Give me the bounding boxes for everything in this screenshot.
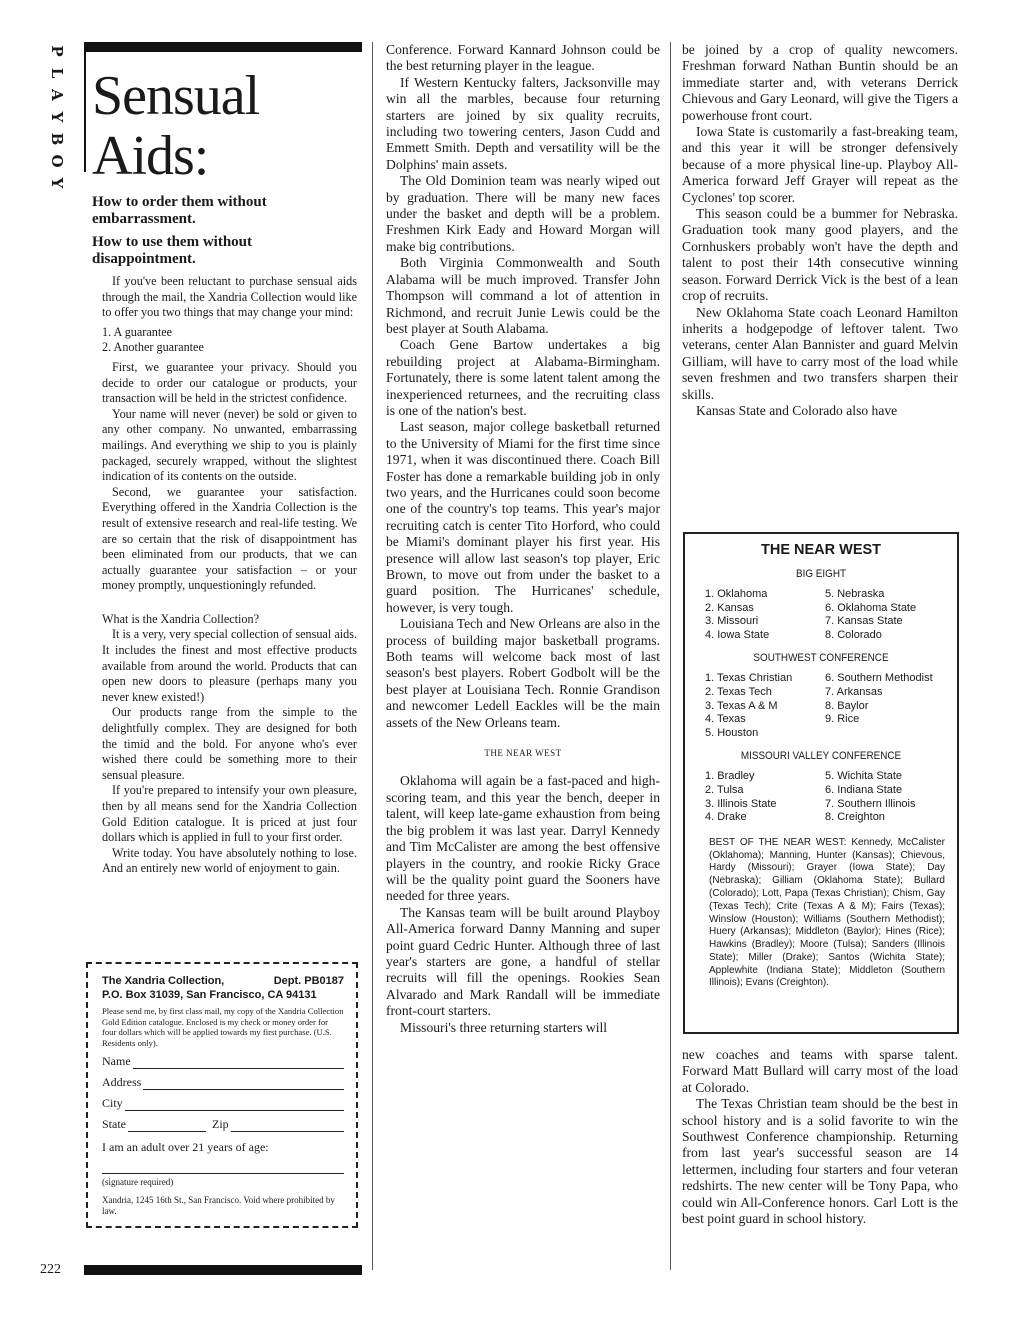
- article-column-2: [682, 42, 958, 419]
- article-paragraph: New Oklahoma State coach Leonard Hamilton inherits a hodgepodge of leftover talent. Two veterans, center Alan Bannister and guard Melvin Gilliam, will have to carry most of the load while seven freshmen and two transfers sharpen their skills.: [682, 304, 958, 402]
- ad-paragraph: It is a very, very special collection of sensual aids. It includes the finest and most effective products available from around the world. Products that can open new doors to pleasure (perhaps many you never knew existed!): [102, 627, 357, 704]
- team-rank: 5. Nebraska: [825, 588, 885, 600]
- conference-standings: [697, 770, 945, 824]
- ad-question: What is the Xandria Collection?: [102, 611, 260, 626]
- bottom-rule: [84, 1265, 362, 1275]
- conference-name: SOUTHWEST CONFERENCE: [753, 652, 889, 665]
- article-paragraph: Coach Gene Bartow undertakes a big rebuilding project at Alabama-Birmingham. Fortunately, there is some latent talent among the inexperienced returnees, and the recruiting class is one of the nation's best.: [386, 337, 660, 418]
- team-rank: 5. Houston: [705, 726, 759, 739]
- team-rank: 4. Iowa State: [705, 628, 770, 641]
- article-paragraph: The Kansas team will be built around Playboy All-America forward Danny Manning and super point guard Cedric Hunter. Although three of last year's starters are gone, a handful of stellar recruits will fill the openings. Rookies Sean Alvarado and Mark Randall will be immediate front-court starters.: [386, 904, 660, 1019]
- article-paragraph: Louisiana Tech and New Orleans are also in the process of building major basketball programs. Both teams will welcome back most of last season's best players. Robert Godbolt will be the best player at Louisiana Tech. Ronnie Grandison and newcomer Ledell Eackles will be the main assets of the New Orleans team.: [386, 616, 661, 730]
- ad-subhead: How to use them without disappointment.: [92, 234, 252, 267]
- team-rank: 6. Indiana State: [825, 783, 903, 796]
- ad-headline: Sensual Aids:: [92, 65, 260, 187]
- name-field[interactable]: Name: [102, 1054, 344, 1069]
- article-paragraph: Iowa State is customarily a fast-breaking team, and this year it will be stronger defensively because of a more physical line-up. Playboy All-America forward Jeff Grayer will repeat as the Cyclones' top scorer.: [682, 124, 958, 205]
- team-rank: 7. Kansas State: [825, 615, 903, 628]
- team-rank: 2. Kansas: [705, 601, 754, 614]
- near-west-sidebar: [683, 532, 959, 1034]
- article-paragraph: be joined by a crop of quality newcomers. Freshman forward Nathan Buntin should be an immediate starter and, with veterans Derrick Chievous and Gary Leonard, will give the Tigers a powerhouse front court.: [682, 42, 958, 123]
- coupon-dept: Dept. PB0187: [273, 975, 344, 987]
- coupon-fine-print: Please send me, by first class mail, my copy of the Xandria Collection Gold Edition catalogue. Enclosed is my check or money order for four dollars which will be applied towards my first purchase. (U.S. Residents only).: [102, 1006, 344, 1048]
- team-rank: 1. Bradley: [705, 770, 755, 783]
- article-paragraph: new coaches and teams with sparse talent. Forward Matt Bullard will carry most of the load at Colorado.: [682, 1047, 958, 1095]
- coupon-po-box: P.O. Box 31039, San Francisco, CA 94131: [102, 989, 317, 1001]
- conference-name: BIG EIGHT: [795, 568, 847, 580]
- ad-paragraph: Our products range from the simple to the delightfully complex. They are designed for both the timid and the bold. For anyone who's ever wished there could be something more to their sensual pleasure.: [102, 705, 357, 782]
- xandria-advertisement: [84, 42, 362, 877]
- ad-list-item: 1. A guarantee: [102, 324, 173, 339]
- conference-standings: [697, 672, 945, 740]
- team-rank: 6. Southern Methodist: [825, 672, 933, 685]
- team-rank: 8. Colorado: [825, 628, 882, 641]
- team-rank: 2. Tulsa: [705, 783, 744, 796]
- best-players-list: BEST OF THE NEAR WEST: Kennedy, McCalister (Oklahoma); Manning, Hunter (Kansas); Chievous, Hardy (Missouri); Grayer (Iowa State); Day (Nebraska); Gilliam (Oklahoma State); Bullard (Colorado); Lott, Papa (Texas Christian); Chism, Gay (Texas Tech); Crite (Texas A & M); Fairs (Texas); Winslow (Houston); Williams (Southern Methodist); Huery (Arkansas); Middleton (Baylor); Hines (Rice); Hawkins (Bradley); Moore (Tulsa); Sanders (Illinois State); Miller (Drake); Santos (Wichita State); Applewhite (Indiana State); Middleton (Southern Illinois); Evans (Creighton).: [709, 836, 945, 989]
- ad-left-rule: [84, 52, 86, 172]
- article-column-1: [386, 42, 660, 1036]
- ad-paragraph: Write today. You have absolutely nothing to lose. And an entirely new world of enjoyment to gain.: [102, 845, 357, 876]
- team-rank: 7. Arkansas: [825, 685, 883, 698]
- signature-line[interactable]: [102, 1155, 344, 1174]
- article-paragraph: Conference. Forward Kannard Johnson could be the best returning player in the league.: [386, 42, 660, 74]
- team-rank: 4. Drake: [705, 811, 747, 824]
- ad-paragraph: If you've been reluctant to purchase sensual aids through the mail, the Xandria Collection would like to offer you two things that may change your mind:: [102, 274, 357, 320]
- article-paragraph: This season could be a bummer for Nebraska. Graduation took many good players, and the Cornhuskers probably won't have the depth and talent to post their 14th consecutive winning season. Forward Derrick Vick is the best of a lean crop of recruits.: [682, 206, 958, 304]
- article-paragraph: Last season, major college basketball returned to the University of Miami for the first time since 1971, when it was discontinued there. Coach Bill Foster has done a remarkable building job in only two years, and the Hurricanes could soon become one of the country's top teams. This year's major recruiting catch is center Tito Horford, who could be Miami's dominant player his first year. His presence will allow last season's top player, Eric Brown, to move out from under the basket to a guard position. The Hurricanes' schedule, however, is very tough.: [386, 419, 660, 615]
- conference-standings: [697, 588, 945, 642]
- team-rank: 4. Texas: [705, 713, 746, 726]
- coupon-address: [102, 974, 344, 1002]
- signature-label: (signature required): [102, 1177, 174, 1188]
- address-field[interactable]: Address: [102, 1075, 344, 1090]
- conference-name: MISSOURI VALLEY CONFERENCE: [740, 750, 902, 763]
- team-rank: 6. Oklahoma State: [825, 601, 917, 614]
- article-paragraph: Missouri's three returning starters will: [400, 1019, 608, 1035]
- ad-paragraph: Second, we guarantee your satisfaction. Everything offered in the Xandria Collection is the result of extensive research and real-life testing. We are so certain that the risk of disappointment has been eliminated from our products, that we can actually guarantee your satisfaction – or your money promptly, unquestioningly refunded.: [102, 484, 357, 593]
- city-field[interactable]: City: [102, 1096, 344, 1111]
- article-column-3: [682, 1047, 958, 1227]
- article-paragraph: The Texas Christian team should be the best in school history and is a solid favorite to win the Southwest Conference championship. Returning from last year's successful season are 14 lettermen, including four starters and four veteran redshirts. The new center will be Tony Papa, who could win All-Conference honors. Carl Lott is the best point guard in school history.: [682, 1096, 958, 1227]
- article-paragraph: The Old Dominion team was nearly wiped out by graduation. There will be many new faces under the basket and depth will be a problem. Freshmen Kirk Eady and Howard Morgan will make big contributions.: [386, 173, 660, 254]
- team-rank: 1. Oklahoma: [705, 588, 768, 600]
- coupon-company: The Xandria Collection,: [102, 975, 225, 987]
- team-rank: 1. Texas Christian: [705, 672, 793, 685]
- team-rank: 2. Texas Tech: [705, 685, 772, 698]
- team-rank: 3. Texas A & M: [705, 699, 778, 712]
- ad-list-item: 2. Another guarantee: [102, 340, 204, 355]
- ad-paragraph: First, we guarantee your privacy. Should you decide to order our catalogue or products, your transaction will be held in the strictest confidence.: [102, 359, 357, 406]
- ad-paragraph: Your name will never (never) be sold or given to any other company. No unwanted, embarrassing mailings. And everything we ship to you is plainly packaged, securely wrapped, without the slightest indication of its contents on the outside.: [102, 406, 357, 484]
- order-coupon[interactable]: [86, 962, 358, 1228]
- team-rank: 8. Baylor: [825, 699, 869, 712]
- ad-body: [102, 274, 357, 877]
- team-rank: 7. Southern Illinois: [825, 797, 916, 810]
- team-rank: 3. Illinois State: [705, 797, 777, 810]
- ad-subhead: How to order them without embarrassment.: [92, 194, 267, 227]
- page-number: 222: [40, 1262, 61, 1277]
- ad-paragraph: If you're prepared to intensify your own pleasure, then by all means send for the Xandria Collection Gold Edition catalogue. It is priced at just four dollars which is applied in full to your first order.: [102, 783, 357, 845]
- article-paragraph: Oklahoma will again be a fast-paced and high-scoring team, and this year the bench, deeper in talent, will keep late-game exhaustion from being the big problem it was last year. Darryl Kennedy and Tim McCalister are among the best offensive players in the country, and rookie Ricky Grace will be the quality point guard the Sooners have needed for three years.: [386, 773, 660, 904]
- article-subhead: THE NEAR WEST: [484, 748, 562, 759]
- state-zip-field[interactable]: State Zip: [102, 1117, 344, 1132]
- ad-top-bar: [84, 42, 362, 52]
- article-paragraph: If Western Kentucky falters, Jacksonville may win all the marbles, because four returning starters are joined by six quality recruits, including two towering centers, Jason Cudd and Emmett Smith. Depth and versatility will be the Dolphins' main assets.: [386, 74, 660, 172]
- article-paragraph: Kansas State and Colorado also have: [696, 402, 898, 418]
- coupon-adult-statement: I am an adult over 21 years of age:: [102, 1140, 269, 1155]
- column-rule: [670, 42, 671, 1270]
- team-rank: 9. Rice: [825, 713, 860, 726]
- team-rank: 8. Creighton: [825, 811, 885, 824]
- sidebar-title: THE NEAR WEST: [760, 542, 882, 558]
- article-paragraph: Both Virginia Commonwealth and South Alabama will be much improved. Transfer John Thompson will command a lot of attention in Richmond, and recruit Junie Lewis could be the best player at South Alabama.: [386, 255, 660, 336]
- masthead: P L A Y B O Y: [48, 45, 66, 189]
- team-rank: 3. Missouri: [705, 615, 759, 628]
- column-rule: [372, 42, 373, 1270]
- team-rank: 5. Wichita State: [825, 770, 903, 783]
- coupon-footer: Xandria, 1245 16th St., San Francisco. Void where prohibited by law.: [102, 1195, 335, 1217]
